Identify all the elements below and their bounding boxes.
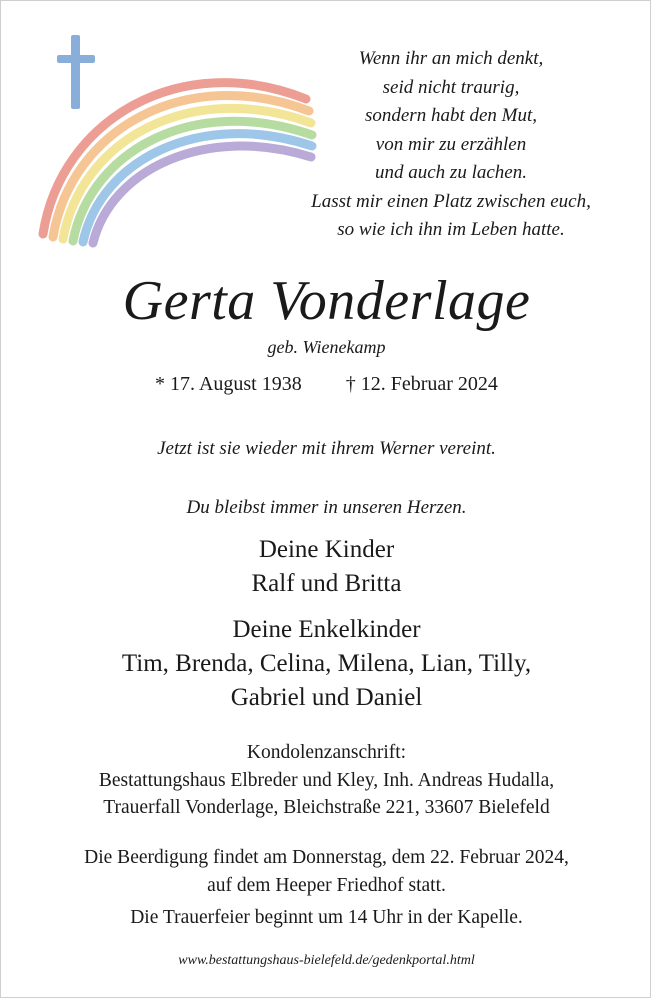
cross-icon: [57, 35, 95, 109]
life-dates: [1, 373, 652, 396]
funeral-line: Die Beerdigung findet am Donnerstag, dem 22. Februar 2024,: [84, 847, 569, 868]
funeral-info: [1, 844, 652, 932]
poem-line: von mir zu erzählen: [375, 133, 527, 155]
poem: [271, 45, 631, 245]
grandchildren-title: Deine Enkelkinder: [232, 616, 421, 643]
condolence-address: [1, 739, 652, 822]
poem-line: sondern habt den Mut,: [364, 105, 538, 126]
condolence-label: Kondolenzanschrift:: [246, 742, 407, 763]
poem-line: seid nicht traurig,: [382, 76, 520, 98]
poem-line: Wenn ihr an mich denkt,: [358, 48, 544, 69]
death-date: † 12. Februar 2024: [345, 373, 498, 395]
funeral-line: auf dem Heeper Friedhof statt.: [207, 874, 446, 896]
poem-line: Lasst mir einen Platz zwischen euch,: [311, 190, 591, 212]
hearts-line: Du bleibst immer in unseren Herzen.: [186, 497, 467, 518]
deceased-name: Gerta Vonderlage: [122, 270, 531, 332]
birth-name: geb. Wienekamp: [267, 337, 386, 357]
reunited-line: Jetzt ist sie wieder mit ihrem Werner vereint.: [157, 438, 496, 459]
poem-line: und auch zu lachen.: [375, 162, 527, 183]
condolence-line: Bestattungshaus Elbreder und Kley, Inh. Andreas Hudalla,: [98, 769, 555, 791]
poem-line: so wie ich ihn im Leben hatte.: [337, 219, 565, 240]
children-group: [1, 533, 652, 601]
funeral-line: Die Trauerfeier beginnt um 14 Uhr in der Kapelle.: [130, 907, 523, 928]
children-title: Deine Kinder: [258, 536, 395, 563]
condolence-line: Trauerfall Vonderlage, Bleichstraße 221, 33607 Bielefeld: [103, 797, 550, 818]
grandchildren-names: Tim, Brenda, Celina, Milena, Lian, Tilly,: [121, 650, 532, 677]
website-link[interactable]: www.bestattungshaus-bielefeld.de/gedenkportal.html: [178, 953, 475, 968]
birth-date: * 17. August 1938: [155, 373, 302, 395]
grandchildren-names: Gabriel und Daniel: [230, 684, 423, 711]
children-names: Ralf und Britta: [251, 570, 402, 597]
grandchildren-group: [1, 613, 652, 715]
